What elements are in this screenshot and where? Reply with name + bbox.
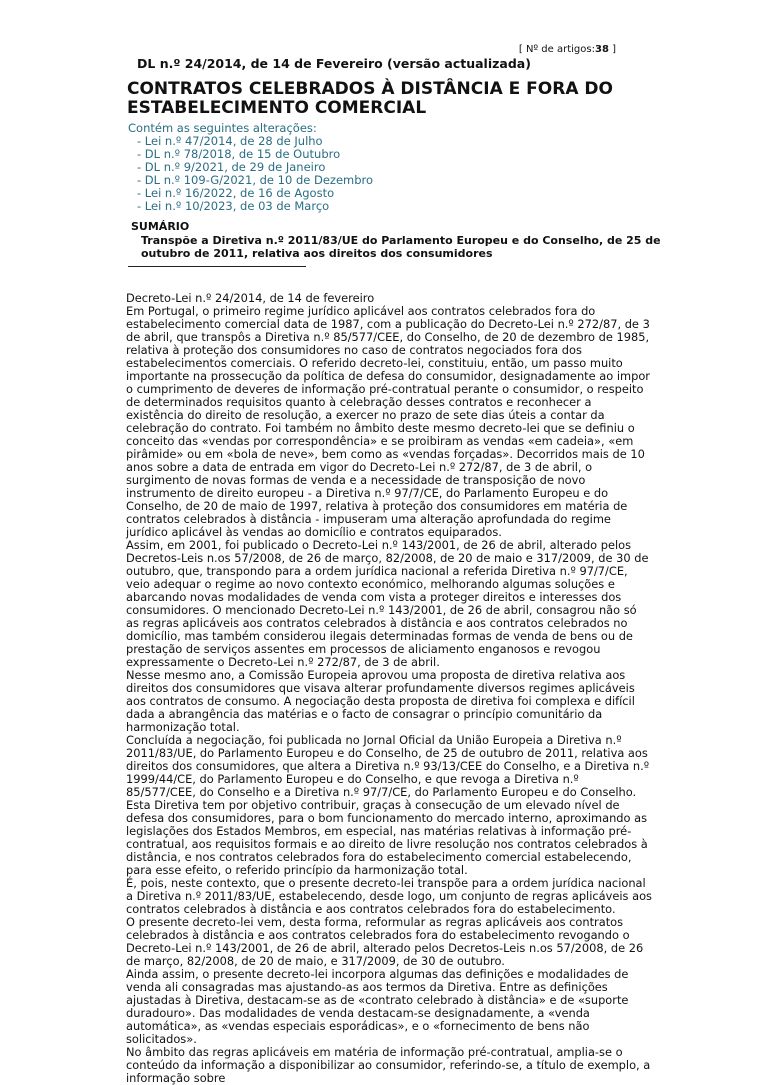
- summary-text: Transpõe a Diretiva n.º 2011/83/UE do Parlamento Europeu e do Conselho, de 25 de outubro de 2011, relativa aos direitos dos consumidores: [141, 234, 661, 260]
- body-paragraph: Decreto-Lei n.º 24/2014, de 14 de fevereiro: [126, 291, 375, 305]
- alteration-item[interactable]: - DL n.º 78/2018, de 15 de Outubro: [137, 147, 341, 161]
- body-paragraph: Nesse mesmo ano, a Comissão Europeia aprovou uma proposta de diretiva relativa aos direitos dos consumidores que visava alterar profundamente diversos regimes aplicáveis aos contratos de consumo. A negociação desta proposta de diretiva foi complexa e difícil dada a abrangência das matérias e o facto de consagrar o princípio comunitário da harmonização total.: [126, 668, 635, 734]
- alteration-item[interactable]: - Lei n.º 47/2014, de 28 de Julho: [137, 134, 323, 148]
- alteration-item[interactable]: - DL n.º 9/2021, de 29 de Janeiro: [137, 160, 326, 174]
- articles-count: [519, 44, 616, 55]
- main-title: CONTRATOS CELEBRADOS À DISTÂNCIA E FORA DO ESTABELECIMENTO COMERCIAL: [127, 79, 613, 118]
- document-body: [126, 292, 652, 1085]
- alteration-item[interactable]: - Lei n.º 10/2023, de 03 de Março: [137, 199, 330, 213]
- alteration-item[interactable]: - DL n.º 109-G/2021, de 10 de Dezembro: [137, 173, 374, 187]
- alterations-list: [128, 122, 373, 213]
- alterations-heading: Contém as seguintes alterações:: [128, 121, 317, 135]
- body-paragraph: O presente decreto-lei vem, desta forma, reformular as regras aplicáveis aos contratos celebrados à distância e aos contratos celebrados fora do estabelecimento revogando o Decreto-Lei n.º 143/2001, de 26 de abril, alterado pelos Decretos-Leis n.os 57/2008, de 26 de março, 82/2008, de 20 de maio, e 317/2009, de 30 de outubro.: [126, 915, 644, 968]
- body-paragraph: Em Portugal, o primeiro regime jurídico aplicável aos contratos celebrados fora do estabelecimento comercial data de 1987, com a publicação do Decreto-Lei n.º 272/87, de 3 de abril, que transpôs a Diretiva n.º 85/577/CEE, do Conselho, de 20 de dezembro de 1985, relativa à proteção dos consumidores no caso de contratos negociados fora dos estabelecimentos comerciais. O referido decreto-lei, constituiu, então, um passo muito importante na prossecução da política de defesa do consumidor, designadamente ao impor o cumprimento de deveres de informação pré-contratual perante o consumidor, o respeito de determinados requisitos quanto à celebração desses contratos e reconhecer a existência do direito de resolução, a exercer no prazo de sete dias úteis a contar da celebração do contrato. Foi também no âmbito deste mesmo decreto-lei que se definiu o conceito das «vendas por correspondência» e se proibiram as vendas «em cadeia», «em pirâmide» ou em «bola de neve», bem como as «vendas forçadas». Decorridos mais de 10 anos sobre a data de entrada em vigor do Decreto-Lei n.º 272/87, de 3 de abril, o surgimento de novas formas de venda e a necessidade de transposição de novo instrumento de direito europeu - a Diretiva n.º 97/7/CE, do Parlamento Europeu e do Conselho, de 20 de maio de 1997, relativa à proteção dos consumidores em matéria de contratos celebrados à distância - impuseram uma alteração aprofundada do regime jurídico aplicável às vendas ao domicílio e contratos equiparados.: [126, 304, 650, 539]
- alteration-item[interactable]: - Lei n.º 16/2022, de 16 de Agosto: [137, 186, 335, 200]
- summary-section: [131, 220, 661, 260]
- document-title: DL n.º 24/2014, de 14 de Fevereiro (versão actualizada): [137, 56, 531, 71]
- body-paragraph: Ainda assim, o presente decreto-lei incorpora algumas das definições e modalidades de venda ali consagradas mas ajustando-as aos termos da Diretiva. Entre as definições ajustadas à Diretiva, destacam-se as de «contrato celebrado à distância» e de «suporte duradouro». Das modalidades de venda destacam-se designadamente, a «venda automática», as «vendas especiais esporádicas», e o «fornecimento de bens não solicitados».: [126, 967, 629, 1046]
- body-paragraph: Assim, em 2001, foi publicado o Decreto-Lei n.º 143/2001, de 26 de abril, alterado pelos Decretos-Leis n.os 57/2008, de 26 de março, 82/2008, de 20 de maio e 317/2009, de 30 de outubro, que, transpondo para a ordem jurídica nacional a referida Diretiva n.º 97/7/CE, veio adequar o regime ao novo contexto económico, melhorando algumas soluções e abarcando novas modalidades de venda com vista a proteger direitos e interesses dos consumidores. O mencionado Decreto-Lei n.º 143/2001, de 26 de abril, consagrou não só as regras aplicáveis aos contratos celebrados à distância e aos contratos celebrados no domicílio, mas também considerou ilegais determinadas formas de venda de bens ou de prestação de serviços assentes em processos de aliciamento enganosos e revogou expressamente o Decreto-Lei n.º 272/87, de 3 de abril.: [126, 538, 649, 669]
- articles-count-value: 38: [594, 44, 609, 55]
- section-divider: [128, 266, 306, 267]
- body-paragraph: Concluída a negociação, foi publicada no Jornal Oficial da União Europeia a Diretiva n.º 2011/83/UE, do Parlamento Europeu e do Conselho, de 25 de outubro de 2011, relativa aos direitos dos consumidores, que altera a Diretiva n.º 93/13/CEE do Conselho, e a Diretiva n.º 1999/44/CE, do Parlamento Europeu e do Conselho, e que revoga a Diretiva n.º 85/577/CEE, do Conselho e a Diretiva n.º 97/7/CE, do Parlamento Europeu e do Conselho. Esta Diretiva tem por objetivo contribuir, graças à consecução de um elevado nível de defesa dos consumidores, para o bom funcionamento do mercado interno, aproximando as legislações dos Estados Membros, em especial, nas matérias relativas à informação pré-contratual, aos requisitos formais e ao direito de livre resolução nos contratos celebrados à distância, e nos contratos celebrados fora do estabelecimento comercial estabelecendo, para esse efeito, o referido princípio da harmonização total.: [126, 733, 650, 877]
- articles-count-close: ]: [612, 44, 616, 55]
- body-paragraph: É, pois, neste contexto, que o presente decreto-lei transpõe para a ordem jurídica nacional a Diretiva n.º 2011/83/UE, estabelecendo, desde logo, um conjunto de regras aplicáveis aos contratos celebrados à distância e aos contratos celebrados fora do estabelecimento.: [126, 876, 652, 916]
- articles-count-label: [ Nº de artigos:: [518, 44, 595, 55]
- summary-label: SUMÁRIO: [131, 220, 190, 233]
- body-paragraph: No âmbito das regras aplicáveis em matéria de informação pré-contratual, amplia-se o conteúdo da informação a disponibilizar ao consumidor, referindo-se, a título de exemplo, a informação sobre: [126, 1045, 651, 1085]
